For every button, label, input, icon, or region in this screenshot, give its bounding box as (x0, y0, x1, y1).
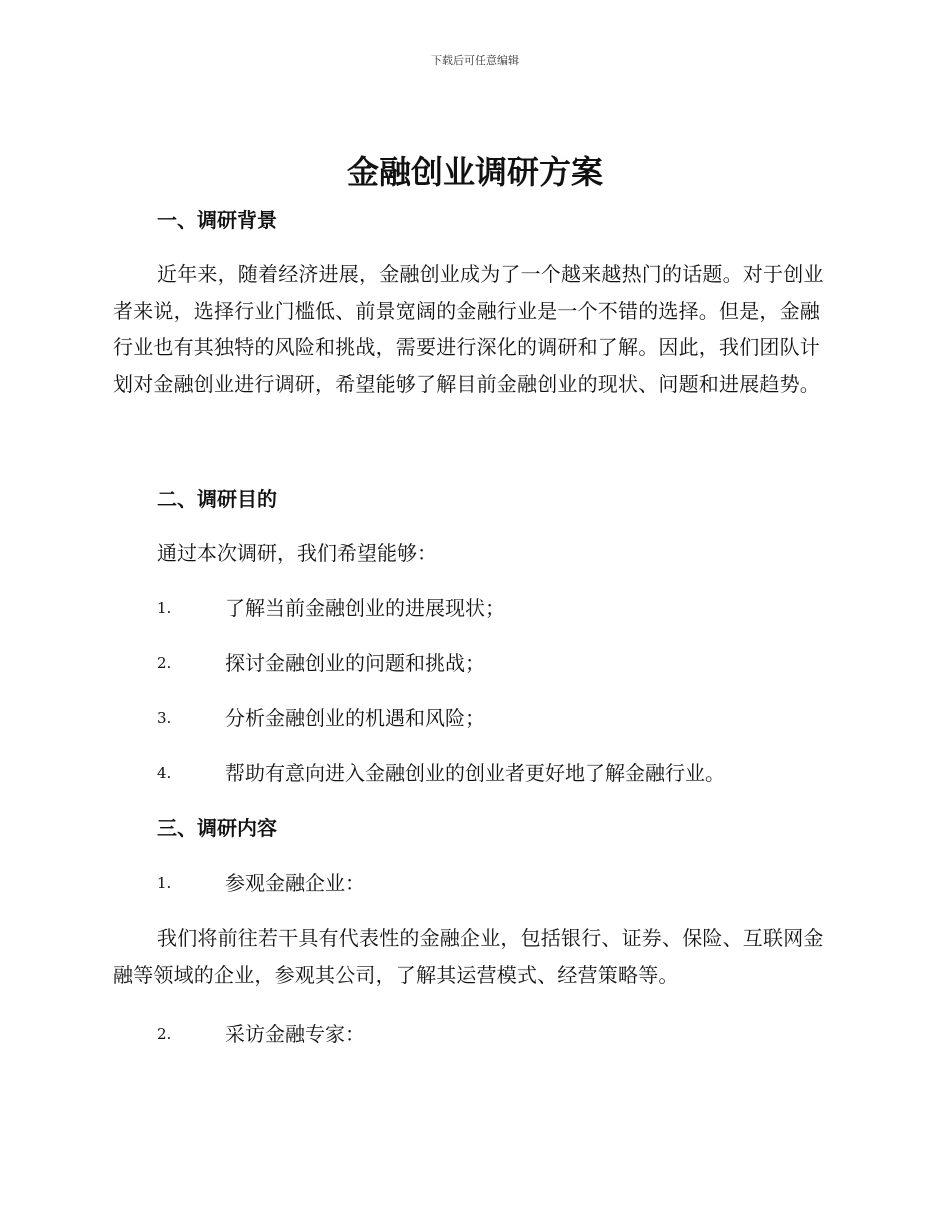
page-header-note: 下载后可任意编辑 (431, 54, 519, 67)
list-number: 1. (157, 874, 172, 892)
section-heading-purpose: 二、调研目的 (157, 487, 277, 511)
list-text: 了解当前金融创业的进展现状； (225, 596, 505, 620)
purpose-intro: 通过本次调研，我们希望能够： (157, 541, 437, 565)
list-number: 2. (157, 654, 172, 672)
list-text: 参观金融企业： (225, 871, 365, 895)
list-text: 探讨金融创业的问题和挑战； (225, 651, 485, 675)
list-number: 4. (157, 764, 172, 782)
background-paragraph: 近年来，随着经济进展，金融创业成为了一个越来越热门的话题。对于创业者来说，选择行业门槛低、前景宽阔的金融行业是一个不错的选择。但是，金融行业也有其独特的风险和挑战，需要进行深化的调研和了解。因此，我们团队计划对金融创业进行调研，希望能够了解目前金融创业的现状、问题和进展趋势。 (113, 262, 824, 396)
list-number: 2. (157, 1025, 172, 1043)
content-paragraph-visit: 我们将前往若干具有代表性的金融企业，包括银行、证券、保险、互联网金融等领域的企业，参观其公司，了解其运营模式、经营策略等。 (113, 926, 824, 987)
document-title: 金融创业调研方案 (346, 153, 603, 191)
list-number: 1. (157, 599, 172, 617)
list-number: 3. (157, 709, 172, 727)
list-text: 帮助有意向进入金融创业的创业者更好地了解金融行业。 (225, 761, 725, 785)
section-heading-content: 三、调研内容 (157, 816, 277, 840)
list-text: 分析金融创业的机遇和风险； (225, 706, 485, 730)
list-text: 采访金融专家： (225, 1022, 365, 1046)
section-heading-background: 一、调研背景 (157, 208, 277, 232)
